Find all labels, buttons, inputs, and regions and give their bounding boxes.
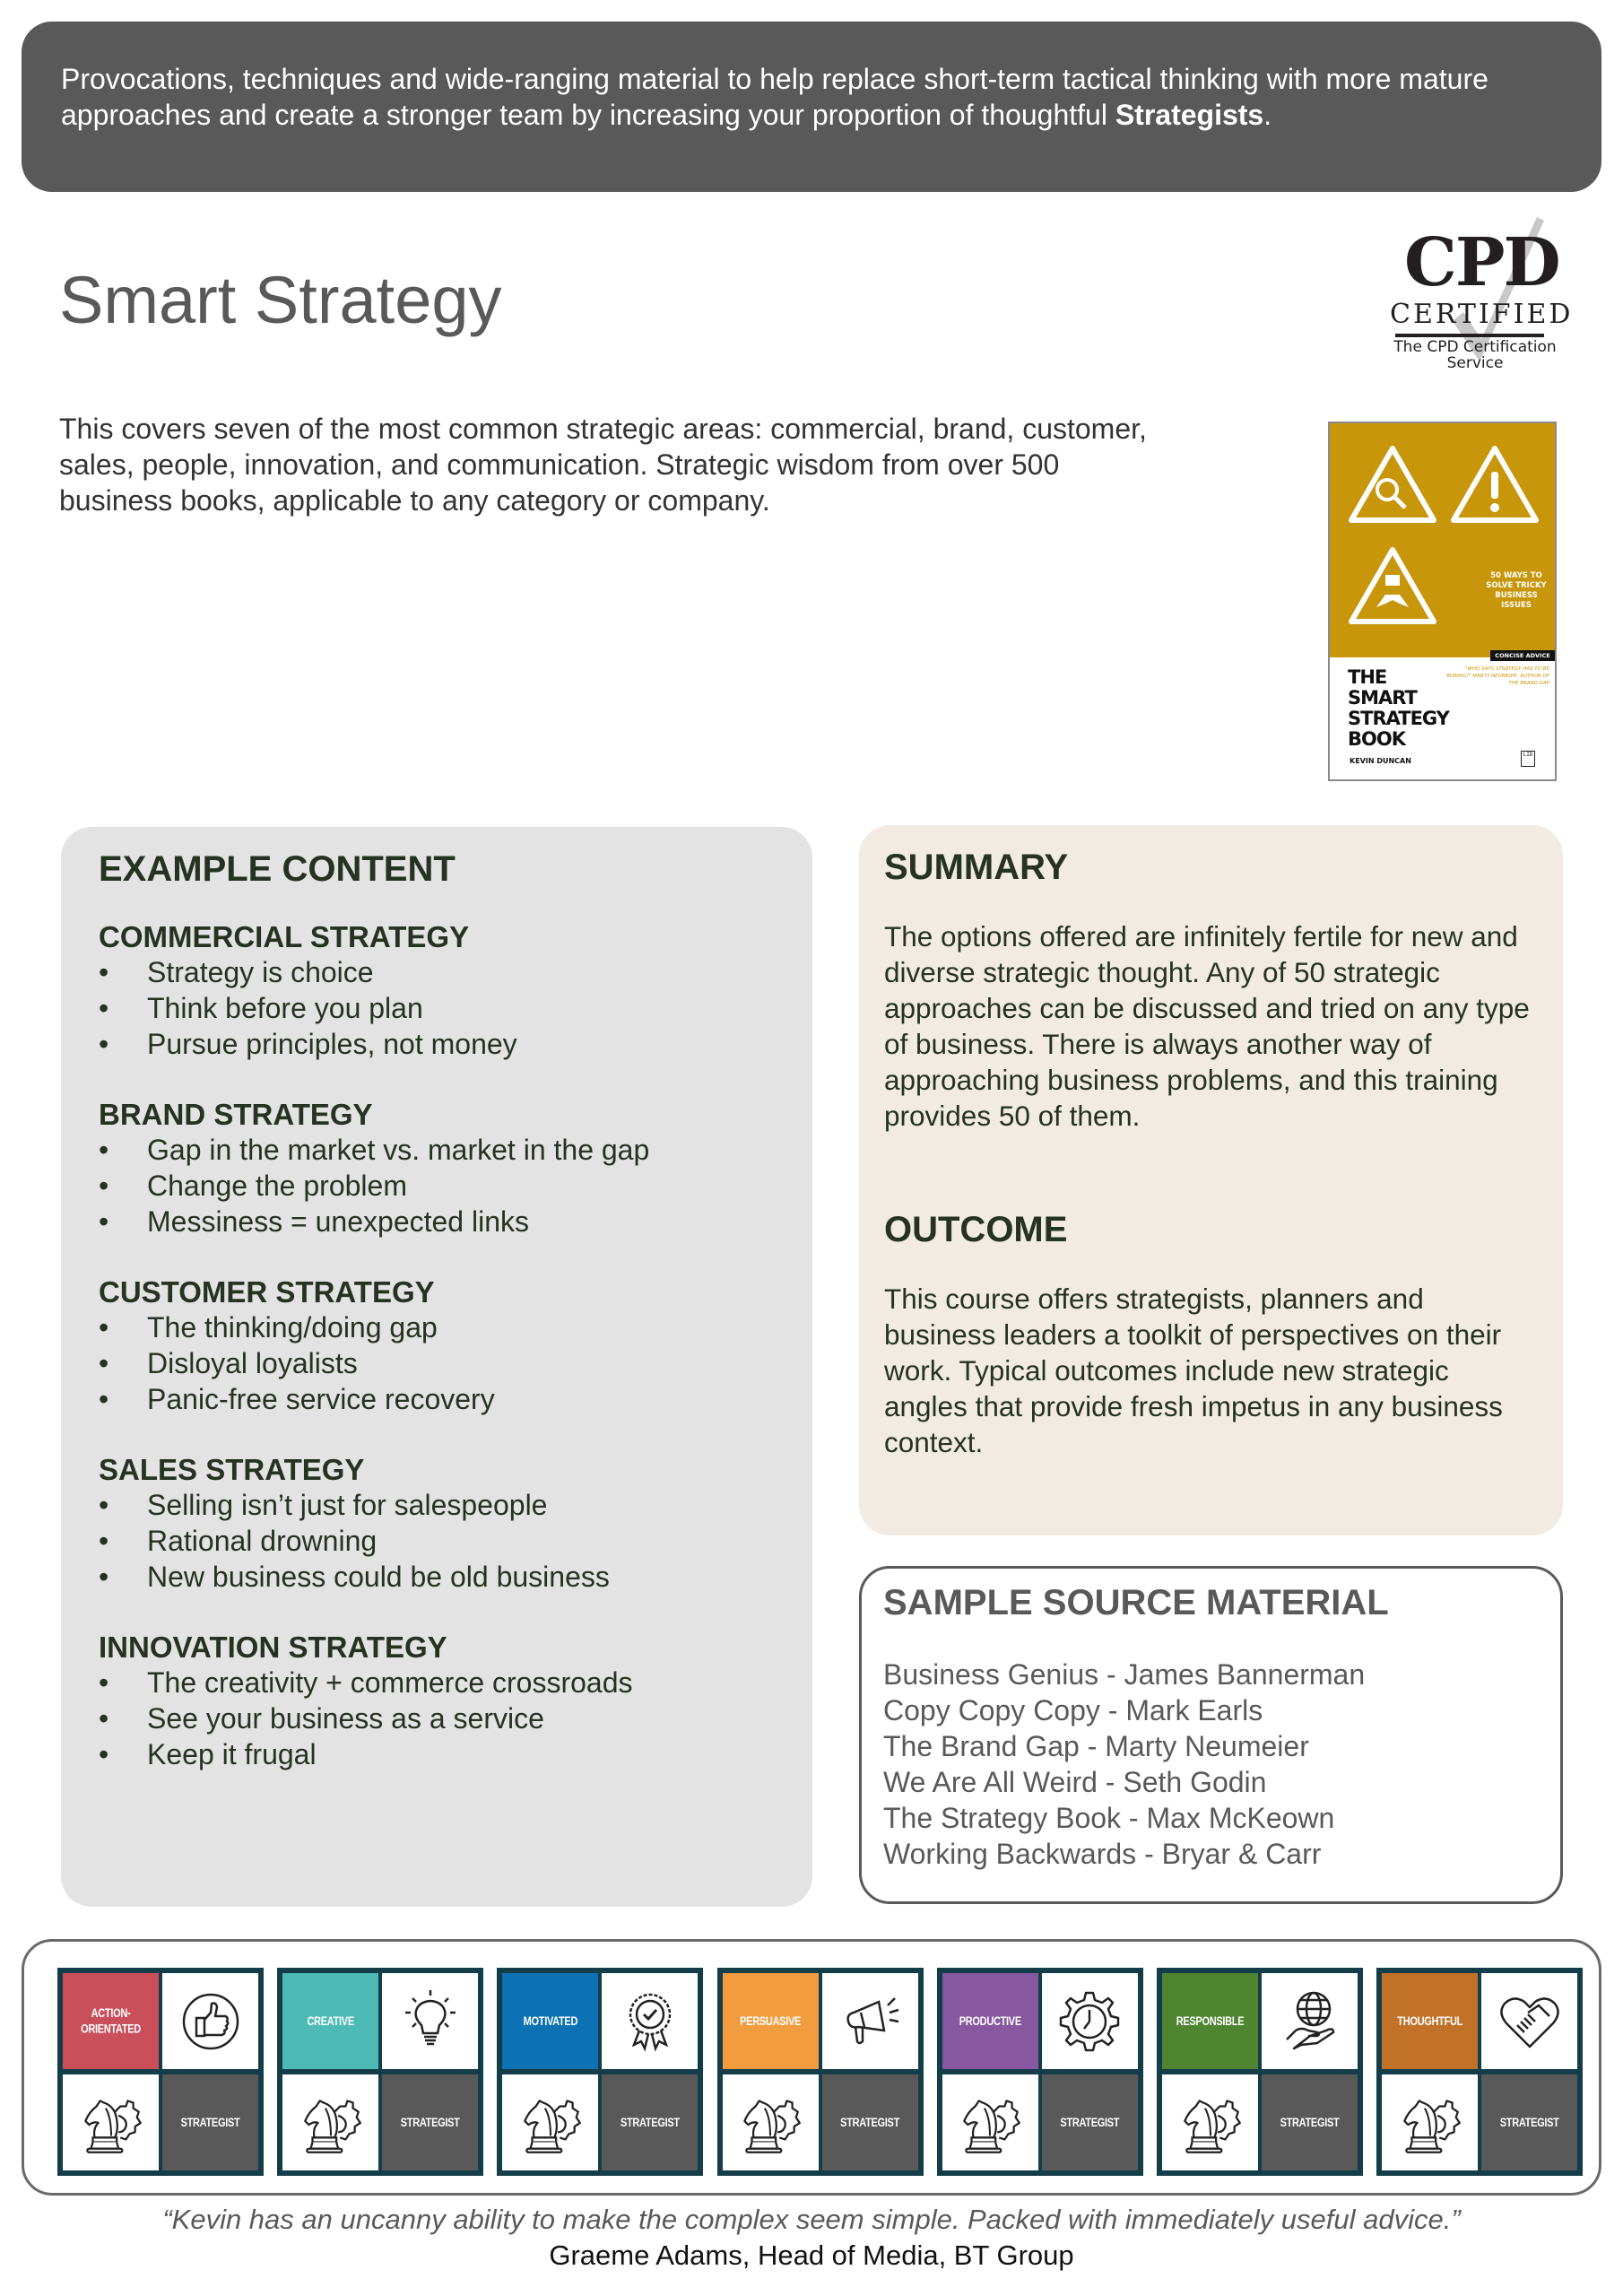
trait-label bbox=[81, 2005, 141, 2037]
megaphone-icon bbox=[822, 1973, 918, 2069]
trait-label bbox=[959, 2013, 1021, 2030]
publisher-logo: LID bbox=[1521, 751, 1535, 767]
category-item-text: Change the problem bbox=[147, 1170, 407, 1202]
category-item-text: The thinking/doing gap bbox=[147, 1311, 438, 1344]
trait-label-line: PERSUASIVE bbox=[740, 2014, 802, 2028]
trait-label-line: THOUGHTFUL bbox=[1397, 2014, 1463, 2028]
cpd-service-line2: Service bbox=[1446, 354, 1504, 372]
book-quote: "WHO SAYS STRATEGY HAS TO BE BORING?" MARTY NEUMEIER, AUTHOR OF THE BRAND GAP bbox=[1446, 666, 1549, 686]
category-item bbox=[99, 1559, 812, 1595]
book-title-line: SMART bbox=[1348, 687, 1417, 709]
source-item: Copy Copy Copy - Mark Earls bbox=[883, 1694, 1263, 1726]
category-item-text: The creativity + commerce crossroads bbox=[147, 1666, 633, 1699]
category-item bbox=[99, 1345, 812, 1381]
knight-gear-icon bbox=[502, 2074, 598, 2170]
source-material-panel bbox=[859, 1566, 1563, 1904]
trait-label-line: CREATIVE bbox=[307, 2014, 354, 2028]
cpd-service-line1: The CPD Certification bbox=[1393, 338, 1557, 356]
magnifier-warning-icon bbox=[1346, 443, 1439, 526]
category-item bbox=[99, 1487, 812, 1523]
source-list bbox=[883, 1657, 1560, 1872]
strategist-cell bbox=[1262, 2074, 1358, 2170]
category-list bbox=[99, 1132, 812, 1239]
book-cover-top bbox=[1330, 423, 1555, 657]
bullet-icon: • bbox=[99, 1347, 109, 1379]
source-item: We Are All Weird - Seth Godin bbox=[883, 1766, 1267, 1798]
strategist-label: STRATEGIST bbox=[1280, 2116, 1340, 2129]
source-item: Working Backwards - Bryar & Carr bbox=[883, 1838, 1322, 1870]
book-author: KEVIN DUNCAN bbox=[1350, 757, 1411, 765]
book-title-line: THE bbox=[1348, 666, 1387, 688]
trait-label-cell bbox=[942, 1973, 1038, 2069]
category-title: BRAND STRATEGY bbox=[99, 1098, 373, 1131]
strategist-label: STRATEGIST bbox=[620, 2116, 680, 2129]
banner-emphasis: Strategists bbox=[1115, 99, 1264, 131]
category-item-text: Messiness = unexpected links bbox=[147, 1205, 529, 1238]
hands-warning-icon bbox=[1346, 544, 1439, 627]
intro-text: This covers seven of the most common strategic areas: commercial, brand, customer, sales, people, innovation, and communication. Strategic wisdom from over 500 business books, applicable to any category or company. bbox=[59, 413, 1147, 517]
award-badge-icon bbox=[602, 1973, 698, 2069]
cpd-divider bbox=[1395, 334, 1544, 337]
testimonial-quote: “Kevin has an uncanny ability to make the complex seem simple. Packed with immediately useful advice.” bbox=[162, 2204, 1461, 2235]
bullet-icon: • bbox=[99, 1702, 109, 1735]
category-item bbox=[99, 1168, 812, 1204]
bullet-icon: • bbox=[99, 1489, 109, 1521]
trait-tile bbox=[57, 1968, 264, 2176]
source-item: The Strategy Book - Max McKeown bbox=[883, 1802, 1335, 1834]
category-item-text: See your business as a service bbox=[147, 1702, 544, 1735]
category-list bbox=[99, 1309, 812, 1417]
outcome-heading: OUTCOME bbox=[884, 1210, 1068, 1249]
bullet-icon: • bbox=[99, 1666, 109, 1699]
book-cover bbox=[1328, 422, 1557, 781]
book-title-line: BOOK bbox=[1348, 728, 1405, 750]
category-item bbox=[99, 1381, 812, 1417]
bullet-icon: • bbox=[99, 1525, 109, 1557]
trait-label bbox=[1176, 2013, 1245, 2030]
bullet-icon: • bbox=[99, 1738, 109, 1770]
source-item: The Brand Gap - Marty Neumeier bbox=[883, 1730, 1309, 1762]
strategy-category bbox=[99, 1453, 812, 1595]
example-content-panel bbox=[61, 827, 812, 1907]
category-title: CUSTOMER STRATEGY bbox=[99, 1275, 435, 1309]
globe-hand-icon bbox=[1262, 1973, 1358, 2069]
testimonial-attribution: Graeme Adams, Head of Media, BT Group bbox=[549, 2239, 1074, 2271]
trait-label-cell bbox=[282, 1973, 378, 2069]
category-item-text: Rational drowning bbox=[147, 1525, 378, 1557]
cpd-service-text bbox=[1381, 339, 1569, 371]
trait-label-cell bbox=[1162, 1973, 1258, 2069]
category-item-text: Selling isn’t just for salespeople bbox=[147, 1489, 548, 1521]
book-title bbox=[1348, 667, 1449, 750]
category-item bbox=[99, 1132, 812, 1168]
thumbs-up-icon bbox=[162, 1973, 258, 2069]
category-list bbox=[99, 1487, 812, 1595]
summary-text: The options offered are infinitely fertile for new and diverse strategic thought. Any of 50 strategic approaches can be discussed and tried on any type of business. There is always another way of approaching business problems, and this training provides 50 of them. bbox=[884, 920, 1530, 1132]
trait-label-cell bbox=[1382, 1973, 1478, 2069]
category-list bbox=[99, 1665, 812, 1772]
strategist-label: STRATEGIST bbox=[1499, 2116, 1559, 2129]
lightbulb-icon bbox=[382, 1973, 478, 2069]
strategist-cell bbox=[1481, 2074, 1577, 2170]
bullet-icon: • bbox=[99, 1205, 109, 1238]
strategist-cell bbox=[162, 2074, 258, 2170]
strategist-cell bbox=[822, 2074, 918, 2170]
knight-gear-icon bbox=[282, 2074, 378, 2170]
bullet-icon: • bbox=[99, 1028, 109, 1060]
strategist-traits-strip bbox=[22, 1939, 1601, 2196]
knight-gear-icon bbox=[942, 2074, 1038, 2170]
strategist-cell bbox=[382, 2074, 478, 2170]
trait-label-line: PRODUCTIVE bbox=[959, 2014, 1021, 2028]
book-series-label: CONCISE ADVICE bbox=[1490, 650, 1555, 661]
knight-gear-icon bbox=[1382, 2074, 1478, 2170]
category-title: COMMERCIAL STRATEGY bbox=[99, 920, 470, 953]
knight-gear-icon bbox=[723, 2074, 819, 2170]
heart-handshake-icon bbox=[1481, 1973, 1577, 2069]
trait-label bbox=[307, 2013, 353, 2030]
knight-gear-icon bbox=[1162, 2074, 1258, 2170]
strategist-cell bbox=[602, 2074, 698, 2170]
category-item bbox=[99, 1523, 812, 1559]
bullet-icon: • bbox=[99, 1561, 109, 1593]
summary-heading: SUMMARY bbox=[884, 848, 1069, 887]
bullet-icon: • bbox=[99, 956, 109, 988]
category-item-text: Disloyal loyalists bbox=[147, 1347, 358, 1379]
outcome-text: This course offers strategists, planners and business leaders a toolkit of perspectives on their work. Typical outcomes include new strategic angles that provide fresh impetus in any business context. bbox=[884, 1283, 1503, 1458]
trait-label bbox=[524, 2013, 577, 2030]
category-title: SALES STRATEGY bbox=[99, 1453, 365, 1486]
trait-tile bbox=[497, 1968, 703, 2176]
strategy-category bbox=[99, 1631, 812, 1772]
cpd-certified-text: CERTIFIED bbox=[1390, 299, 1574, 330]
strategist-label: STRATEGIST bbox=[1060, 2116, 1120, 2129]
knight-gear-icon bbox=[63, 2074, 159, 2170]
category-item-text: Think before you plan bbox=[147, 992, 423, 1024]
trait-tile bbox=[277, 1968, 483, 2176]
trait-label bbox=[740, 2013, 801, 2030]
category-item bbox=[99, 1309, 812, 1345]
trait-tile bbox=[1376, 1968, 1583, 2176]
book-tagline: 50 WAYS TO SOLVE TRICKY BUSINESS ISSUES bbox=[1486, 571, 1547, 610]
strategy-category bbox=[99, 920, 812, 1062]
category-item bbox=[99, 990, 812, 1026]
category-item bbox=[99, 1026, 812, 1062]
bullet-icon: • bbox=[99, 992, 109, 1024]
gear-clock-icon bbox=[1042, 1973, 1138, 2069]
category-item bbox=[99, 1736, 812, 1772]
book-title-line: STRATEGY bbox=[1348, 708, 1449, 729]
strategist-label: STRATEGIST bbox=[840, 2116, 900, 2129]
category-item bbox=[99, 954, 812, 990]
cpd-letters: CPD bbox=[1404, 224, 1559, 301]
bullet-icon: • bbox=[99, 1134, 109, 1166]
bullet-icon: • bbox=[99, 1311, 109, 1344]
category-item-text: Panic-free service recovery bbox=[147, 1383, 495, 1415]
strategist-label: STRATEGIST bbox=[180, 2116, 240, 2129]
category-item-text: New business could be old business bbox=[147, 1561, 610, 1593]
intro-banner bbox=[22, 22, 1601, 192]
trait-label-cell bbox=[723, 1973, 819, 2069]
trait-label-line: ACTION- bbox=[91, 2006, 131, 2021]
trait-label-line: RESPONSIBLE bbox=[1176, 2014, 1245, 2028]
trait-label-cell bbox=[63, 1973, 159, 2069]
category-item bbox=[99, 1700, 812, 1736]
trait-tile bbox=[937, 1968, 1143, 2176]
source-material-heading: SAMPLE SOURCE MATERIAL bbox=[883, 1583, 1389, 1622]
trait-tile bbox=[717, 1968, 924, 2176]
exclamation-warning-icon bbox=[1448, 443, 1541, 526]
trait-tile bbox=[1157, 1968, 1363, 2176]
category-item bbox=[99, 1665, 812, 1700]
category-item-text: Gap in the market vs. market in the gap bbox=[147, 1134, 650, 1166]
category-title: INNOVATION STRATEGY bbox=[99, 1631, 447, 1664]
trait-label-cell bbox=[502, 1973, 598, 2069]
example-content-heading: EXAMPLE CONTENT bbox=[99, 849, 456, 889]
strategy-category bbox=[99, 1275, 812, 1417]
summary-panel bbox=[859, 825, 1563, 1535]
source-item: Business Genius - James Bannerman bbox=[883, 1658, 1366, 1691]
trait-label bbox=[1397, 2013, 1462, 2030]
strategy-category bbox=[99, 1098, 812, 1239]
strategist-cell bbox=[1042, 2074, 1138, 2170]
category-item-text: Pursue principles, not money bbox=[147, 1028, 517, 1060]
trait-label-line: MOTIVATED bbox=[523, 2014, 578, 2028]
banner-text: Provocations, techniques and wide-ranging material to help replace short-term tactical thinking with more mature approaches and create a stronger team by increasing your proportion of thoughtful bbox=[61, 63, 1488, 131]
category-item-text: Keep it frugal bbox=[147, 1738, 317, 1770]
bullet-icon: • bbox=[99, 1170, 109, 1202]
page-title: Smart Strategy bbox=[59, 263, 502, 337]
bullet-icon: • bbox=[99, 1383, 109, 1415]
category-item-text: Strategy is choice bbox=[147, 956, 374, 988]
trait-label-line: ORIENTATED bbox=[81, 2022, 141, 2036]
category-item bbox=[99, 1204, 812, 1239]
cpd-certified-logo bbox=[1381, 213, 1574, 384]
banner-text-end: . bbox=[1263, 99, 1272, 131]
category-list bbox=[99, 954, 812, 1062]
strategist-label: STRATEGIST bbox=[400, 2116, 460, 2129]
